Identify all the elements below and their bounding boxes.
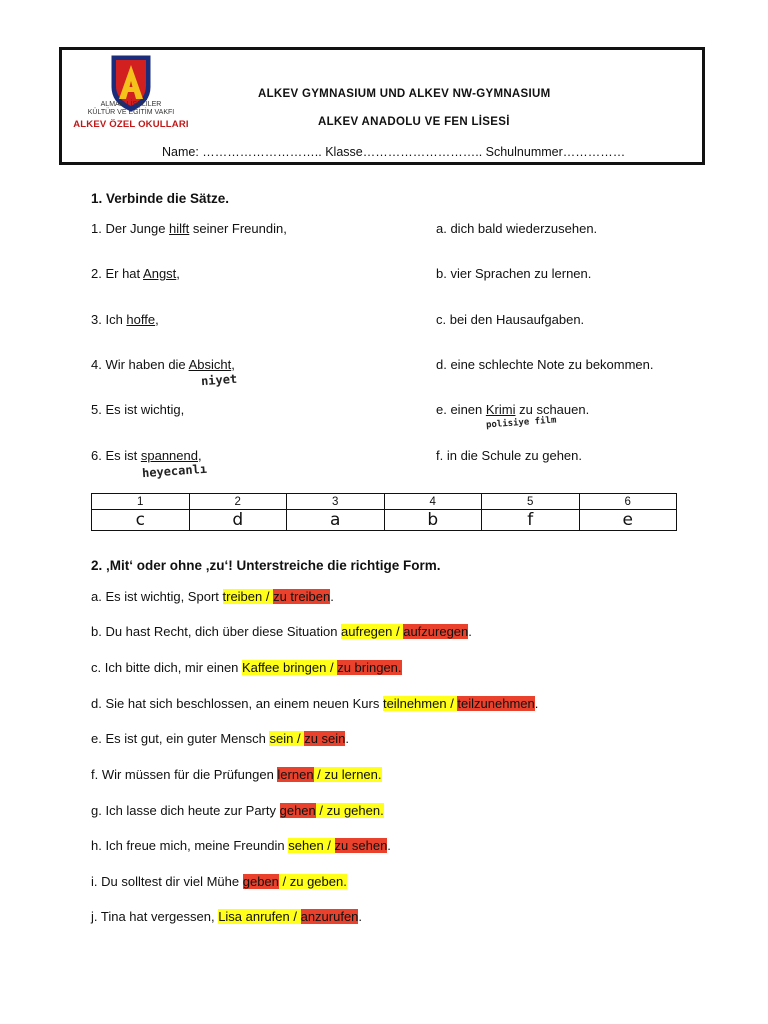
answer-table-header-cell: 3 — [287, 494, 385, 510]
sentence-left-1: 1. Der Junge hilft seiner Freundin, — [91, 221, 287, 236]
answer-table-answer-cell[interactable]: d — [189, 510, 287, 531]
exercise-item-i: i. Du solltest dir viel Mühe geben / zu geben. — [91, 874, 347, 889]
answer-table-answer-row — [92, 510, 677, 531]
option-2-highlight[interactable]: zu geben. — [289, 874, 347, 889]
logo-caption-line-1: ALMAN LİSELİLER — [100, 101, 162, 108]
logo-brand-name: ALKEV ÖZEL OKULLARI — [73, 119, 189, 130]
sentence-right-b: b. vier Sprachen zu lernen. — [436, 266, 592, 281]
option-1-highlight[interactable]: gehen — [279, 803, 316, 818]
answer-table-answer-cell[interactable]: b — [384, 510, 482, 531]
sentence-right-e: e. einen Krimi zu schauen. — [436, 402, 590, 417]
exercise-item-f: f. Wir müssen für die Prüfungen lernen / zu lernen. — [91, 767, 382, 782]
option-1-highlight[interactable]: aufregen — [341, 624, 393, 639]
sentence-right-f: f. in die Schule zu gehen. — [436, 448, 582, 463]
exercise-item-b: b. Du hast Recht, dich über diese Situation aufregen / aufzuregen. — [91, 624, 472, 639]
option-2-highlight[interactable]: zu bringen. — [337, 660, 402, 675]
section-1-title: 1. Verbinde die Sätze. — [91, 191, 230, 206]
option-2-highlight[interactable]: zu gehen. — [326, 803, 384, 818]
option-1-highlight[interactable]: Lisa anrufen — [218, 909, 290, 924]
answer-table-answer-cell[interactable]: f — [482, 510, 580, 531]
sentence-right-a: a. dich bald wiederzusehen. — [436, 221, 598, 236]
option-2-highlight[interactable]: zu treiben — [273, 589, 331, 604]
option-1-highlight[interactable]: sehen — [288, 838, 324, 853]
answer-table-answer-cell[interactable]: a — [287, 510, 385, 531]
exercise-item-h: h. Ich freue mich, meine Freundin sehen / zu sehen. — [91, 838, 391, 853]
exercise-item-j: j. Tina hat vergessen, Lisa anrufen / anzurufen. — [91, 909, 363, 924]
answer-table-header-cell: 5 — [482, 494, 580, 510]
option-1-highlight[interactable]: lernen — [277, 767, 314, 782]
option-2-highlight[interactable]: teilzunehmen — [457, 696, 535, 711]
option-2-highlight[interactable]: zu sein — [304, 731, 346, 746]
exercise-item-d: d. Sie hat sich beschlossen, an einem neuen Kurs teilnehmen / teilzunehmen. — [91, 696, 539, 711]
answer-table-header-cell: 1 — [92, 494, 190, 510]
section-2-title: 2. ‚Mit‘ oder ohne ‚zu‘! Unterstreiche die richtige Form. — [91, 558, 441, 573]
option-2-highlight[interactable]: anzurufen — [300, 909, 359, 924]
handwritten-note-polisiye-film: polisiye film — [485, 415, 557, 431]
school-logo — [64, 53, 198, 133]
exercise-item-c: c. Ich bitte dich, mir einen Kaffee bringen / zu bringen. — [91, 660, 402, 675]
handwritten-note-niyet: niyet — [200, 371, 238, 389]
sentence-left-6: 6. Es ist spannend, — [91, 448, 202, 463]
logo-caption-line-2: KÜLTÜR VE EĞİTİM VAKFI — [87, 109, 175, 116]
option-2-highlight[interactable]: zu sehen — [334, 838, 388, 853]
option-1-highlight[interactable]: geben — [242, 874, 279, 889]
answer-table-answer-cell[interactable]: e — [579, 510, 677, 531]
school-name-line-2: ALKEV ANADOLU VE FEN LİSESİ — [318, 116, 510, 128]
answer-table-header-row — [92, 494, 677, 510]
answer-table-header-cell: 6 — [579, 494, 677, 510]
answer-table — [91, 493, 677, 531]
exercise-item-a: a. Es ist wichtig, Sport treiben / zu treiben. — [91, 589, 334, 604]
option-2-highlight[interactable]: zu lernen. — [324, 767, 382, 782]
answer-table-header-cell: 2 — [189, 494, 287, 510]
answer-table-header-cell: 4 — [384, 494, 482, 510]
option-1-highlight[interactable]: teilnehmen — [382, 696, 447, 711]
sentence-left-4: 4. Wir haben die Absicht, — [91, 357, 235, 372]
option-2-highlight[interactable]: aufzuregen — [403, 624, 469, 639]
exercise-item-g: g. Ich lasse dich heute zur Party gehen / zu gehen. — [91, 803, 384, 818]
school-name-line-1: ALKEV GYMNASIUM UND ALKEV NW-GYMNASIUM — [258, 88, 551, 100]
option-1-highlight[interactable]: sein — [269, 731, 294, 746]
sentence-left-5: 5. Es ist wichtig, — [91, 402, 185, 417]
sentence-left-2: 2. Er hat Angst, — [91, 266, 180, 281]
student-info-line: Name: ……………………….. Klasse……………………….. Schulnummer…………… — [162, 145, 626, 159]
sentence-left-3: 3. Ich hoffe, — [91, 312, 159, 327]
sentence-right-d: d. eine schlechte Note zu bekommen. — [436, 357, 654, 372]
exercise-item-e: e. Es ist gut, ein guter Mensch sein / zu sein. — [91, 731, 350, 746]
option-1-highlight[interactable]: Kaffee bringen — [242, 660, 327, 675]
answer-table-answer-cell[interactable]: c — [92, 510, 190, 531]
handwritten-note-heyecanli: heyecanlı — [141, 461, 208, 481]
sentence-right-c: c. bei den Hausaufgaben. — [436, 312, 585, 327]
option-1-highlight[interactable]: treiben — [222, 589, 263, 604]
